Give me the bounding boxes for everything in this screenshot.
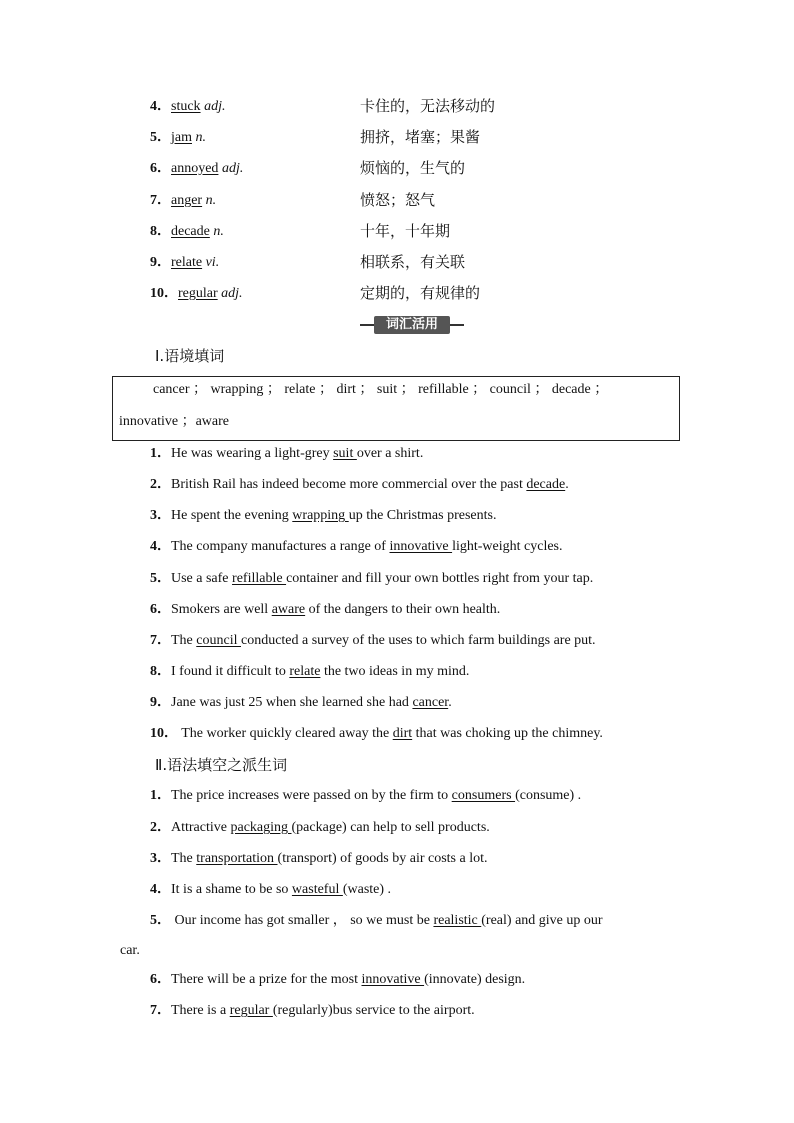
sentence-text: (package) can help to sell products.: [291, 820, 490, 835]
item-number: 5．: [150, 130, 171, 145]
sentence-text: over a shirt.: [356, 446, 424, 461]
vocab-word: decade: [171, 224, 210, 239]
answer-blank: suit: [333, 446, 357, 461]
vocab-word: annoyed: [171, 161, 219, 176]
sentence-text: the two ideas in my mind.: [320, 664, 470, 679]
sentence-text: .: [565, 477, 569, 492]
exercise-item: [150, 538, 563, 556]
item-number: 3．: [150, 508, 171, 523]
sentence-text: The price increases were passed on by the firm to: [171, 788, 452, 803]
part-of-speech: n.: [205, 193, 217, 208]
sentence-text: He spent the evening: [171, 508, 293, 523]
sentence-text: The: [171, 633, 197, 648]
sentence-text: up the Christmas presents.: [348, 508, 497, 523]
item-number: 7．: [150, 633, 171, 648]
exercise-item: [150, 570, 593, 588]
exercise-item: [150, 850, 488, 868]
sentence-text: Jane was just 25 when she learned she had: [171, 695, 413, 710]
word-bank-line: cancer ； wrapping ； relate ； dirt ； suit ； refillable ； council ； decade ；: [153, 382, 609, 397]
sentence-text: conducted a survey of the uses to which farm buildings are put.: [240, 633, 596, 648]
sentence-text: (innovate) design.: [424, 972, 526, 987]
sentence-text: It is a shame to be so: [171, 882, 292, 897]
vocab-item: [150, 129, 206, 147]
vocab-meaning: 愤怒；怒气: [360, 191, 436, 209]
badge-label: 词汇活用: [374, 316, 450, 334]
sentence-text: I found it difficult to: [171, 664, 290, 679]
sentence-text: container and fill your own bottles right from your tap.: [286, 571, 594, 586]
answer-blank: realistic: [433, 913, 482, 928]
item-number: 8．: [150, 224, 171, 239]
vocab-meaning: 拥挤，堵塞；果酱: [360, 128, 481, 146]
part-of-speech: adj.: [221, 161, 244, 176]
item-number: 6．: [150, 972, 171, 987]
vocab-meaning: 十年，十年期: [360, 222, 451, 240]
answer-blank: regular: [229, 1003, 273, 1018]
sentence-text: Use a safe: [171, 571, 233, 586]
answer-blank: consumers: [451, 788, 516, 803]
item-number: 1．: [150, 788, 171, 803]
part1-title: Ⅰ.语境填词: [155, 347, 225, 365]
part-of-speech: n.: [213, 224, 224, 239]
sentence-text: The company manufactures a range of: [171, 539, 390, 554]
item-number: 4．: [150, 882, 171, 897]
sentence-text: (real) and give up our: [481, 913, 603, 928]
section-badge: [360, 316, 464, 334]
part-of-speech: n.: [195, 130, 206, 145]
sentence-text: Attractive: [171, 820, 231, 835]
vocab-word: jam: [171, 130, 192, 145]
answer-blank: decade: [526, 477, 566, 492]
part-of-speech: adj.: [221, 286, 243, 301]
sentence-text: Our income has got smaller ， so we must be: [171, 913, 434, 928]
item-number: 3．: [150, 851, 171, 866]
part-of-speech: vi.: [205, 255, 220, 270]
item-number: 2．: [150, 477, 171, 492]
sentence-text: The worker quickly cleared away the: [178, 726, 393, 741]
item-number: 6．: [150, 602, 171, 617]
exercise-item: [150, 819, 490, 837]
vocab-item: [150, 223, 224, 241]
item-number: 4．: [150, 99, 171, 114]
vocab-word: stuck: [171, 99, 201, 114]
vocab-item: [150, 160, 243, 178]
answer-blank: dirt: [392, 726, 413, 741]
item-number: 2．: [150, 820, 171, 835]
answer-blank: innovative: [361, 972, 425, 987]
item-number: 7．: [150, 1003, 171, 1018]
item-number: 5．: [150, 913, 171, 928]
item-number: 10．: [150, 726, 178, 741]
vocab-item: [150, 98, 225, 116]
exercise-item-continuation: car.: [120, 943, 140, 958]
exercise-item: [150, 694, 452, 712]
answer-blank: cancer: [412, 695, 449, 710]
answer-blank: wrapping: [292, 508, 349, 523]
exercise-item: [150, 663, 469, 681]
item-number: 1．: [150, 446, 171, 461]
exercise-item: [150, 601, 500, 619]
vocab-meaning: 相联系，有关联: [360, 253, 466, 271]
word-bank-line: innovative ；aware: [119, 414, 230, 429]
exercise-item: [150, 912, 603, 930]
item-number: 8．: [150, 664, 171, 679]
vocab-word: regular: [178, 286, 218, 301]
sentence-text: British Rail has indeed become more commercial over the past: [171, 477, 527, 492]
vocab-word: anger: [171, 193, 203, 208]
exercise-item: [150, 507, 496, 525]
vocab-item: [150, 192, 216, 210]
answer-blank: relate: [289, 664, 321, 679]
item-number: 5．: [150, 571, 171, 586]
answer-blank: council: [196, 633, 241, 648]
vocab-word: relate: [171, 255, 203, 270]
answer-blank: wasteful: [291, 882, 343, 897]
part2-title: Ⅱ.语法填空之派生词: [155, 756, 288, 774]
sentence-text: light-weight cycles.: [452, 539, 563, 554]
answer-blank: packaging: [230, 820, 292, 835]
item-number: 10．: [150, 286, 178, 301]
exercise-item: [150, 476, 569, 494]
vocab-meaning: 卡住的，无法移动的: [360, 97, 496, 115]
item-number: 9．: [150, 695, 171, 710]
exercise-item: [150, 881, 391, 899]
item-number: 6．: [150, 161, 171, 176]
sentence-text: (transport) of goods by air costs a lot.: [277, 851, 488, 866]
exercise-item: [150, 632, 596, 650]
exercise-item: [150, 725, 603, 743]
sentence-text: There is a: [171, 1003, 230, 1018]
sentence-text: Smokers are well: [171, 602, 272, 617]
item-number: 7．: [150, 193, 171, 208]
sentence-text: (consume) .: [515, 788, 582, 803]
part-of-speech: adj.: [204, 99, 226, 114]
sentence-text: There will be a prize for the most: [171, 972, 362, 987]
answer-blank: refillable: [232, 571, 287, 586]
vocab-meaning: 定期的，有规律的: [360, 284, 481, 302]
sentence-text: that was choking up the chimney.: [412, 726, 603, 741]
exercise-item: [150, 445, 423, 463]
exercise-item: [150, 787, 581, 805]
sentence-text: .: [448, 695, 452, 710]
answer-blank: aware: [271, 602, 306, 617]
exercise-item: [150, 1002, 475, 1020]
exercise-item: [150, 971, 525, 989]
word-bank-box: [112, 376, 680, 441]
vocab-item: [150, 254, 219, 272]
item-number: 4．: [150, 539, 171, 554]
answer-blank: transportation: [196, 851, 278, 866]
sentence-text: of the dangers to their own health.: [305, 602, 501, 617]
answer-blank: innovative: [389, 539, 453, 554]
sentence-text: The: [171, 851, 197, 866]
sentence-text: (regularly)bus service to the airport.: [272, 1003, 475, 1018]
vocab-meaning: 烦恼的，生气的: [360, 159, 466, 177]
sentence-text: (waste) .: [342, 882, 392, 897]
sentence-text: He was wearing a light-grey: [171, 446, 334, 461]
vocab-item: [150, 285, 243, 303]
item-number: 9．: [150, 255, 171, 270]
